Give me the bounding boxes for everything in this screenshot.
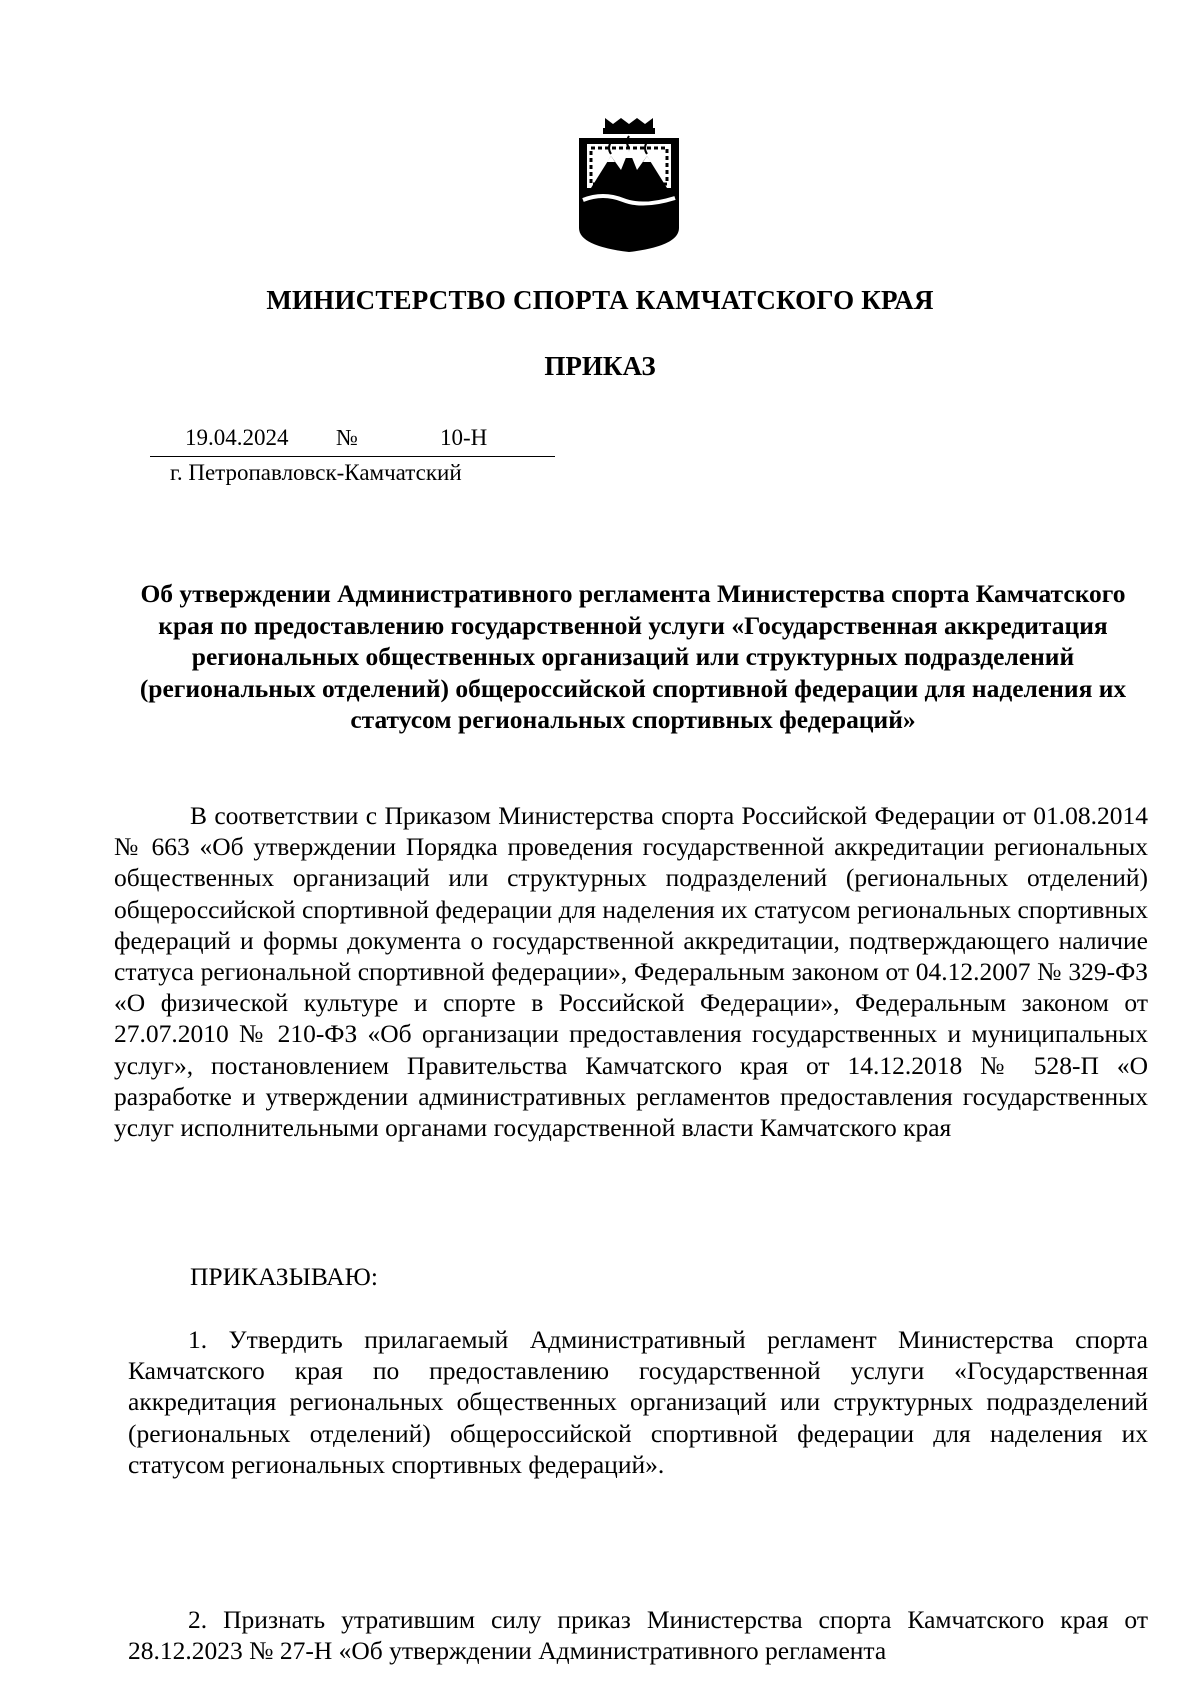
order-item-2: 2. Признать утратившим силу приказ Министерства спорта Камчатского края от 28.12.2023 № 27-Н «Об утверждении Административного регламента [128,1605,1148,1666]
document-type: ПРИКАЗ [544,351,656,381]
kamchatka-coat-of-arms-icon [573,118,685,252]
order-date: 19.04.2024 [185,425,289,450]
order-title: Об утверждении Административного регламента Министерства спорта Камчатского края по предоставлению государственной услуги «Государственная аккредитация региональных общественных организаций или структурных подразделений (региональных отделений) общероссийской спортивной федерации для наделения их статусом региональных спортивных федераций» [139,579,1127,734]
order-item-1: 1. Утвердить прилагаемый Административный регламент Министерства спорта Камчатского края по предоставлению государственной услуги «Государственная аккредитация региональных общественных организаций или структурных подразделений (региональных отделений) общероссийской спортивной федерации для наделения их статусом региональных спортивных федераций». [128,1325,1148,1479]
preamble-paragraph: В соответствии с Приказом Министерства спорта Российской Федерации от 01.08.2014 № 663 «Об утверждении Порядка проведения государственной аккредитации региональных общественных организаций или структурных подразделений (региональных отделений) общероссийской спортивной федерации для наделения их статусом региональных спортивных федераций и формы документа о государственной аккредитации, подтверждающего наличие статуса региональной спортивной федерации», Федеральным законом от 04.12.2007 № 329-ФЗ «О физической культуре и спорте в Российской Федерации», Федеральным законом от 27.07.2010 № 210-ФЗ «Об организации предоставления государственных и муниципальных услуг», постановлением Правительства Камчатского края от 14.12.2018 № 528-П «О разработке и утверждении административных регламентов предоставления государственных услуг исполнительными органами государственной власти Камчатского края [114,801,1148,1143]
orders-heading: ПРИКАЗЫВАЮ: [190,1262,378,1291]
order-number: 10-Н [440,425,488,450]
ministry-name: МИНИСТЕРСТВО СПОРТА КАМЧАТСКОГО КРАЯ [266,285,934,315]
number-sign: № [336,425,358,450]
order-requisites-line [150,425,555,457]
order-city: г. Петропавловск-Камчатский [170,460,462,485]
